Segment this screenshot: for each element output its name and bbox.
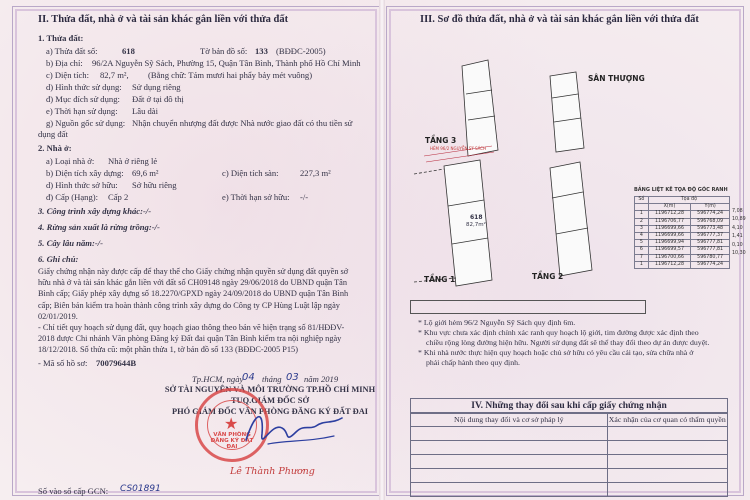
floor-area: 227,3 m² <box>300 168 331 178</box>
table-row <box>635 247 730 254</box>
diagram-note: phải chấp hành theo quy định. <box>426 358 520 367</box>
house-type: Nhà ở riêng lẻ <box>108 156 158 166</box>
table-row <box>635 197 730 204</box>
table-cell: 596777,81 <box>691 247 730 254</box>
table-cell: 4 <box>635 232 649 239</box>
land-heading: 1. Thửa đất: <box>38 33 84 43</box>
table-cell <box>607 441 727 455</box>
plot-no: 618 <box>122 46 135 56</box>
area: 82,7 m², <box>100 70 129 80</box>
house-type-label: a) Loại nhà ở: <box>46 156 95 166</box>
changes-table <box>410 412 728 497</box>
svg-text:HẺM 96/2 NGUYỄN SỸ SÁCH: HẺM 96/2 NGUYỄN SỸ SÁCH <box>430 146 487 151</box>
table-row <box>411 441 728 455</box>
purpose-label: đ) Mục đích sử dụng: <box>46 94 120 104</box>
edge-length: 0,10 <box>732 242 743 248</box>
table-cell: 596777,37 <box>691 232 730 239</box>
table-row <box>635 204 730 211</box>
own-term: -/- <box>300 192 309 202</box>
page-fold <box>379 0 385 500</box>
table-header-cell <box>635 204 649 211</box>
own-term-label: e) Thời hạn sở hữu: <box>222 192 290 202</box>
built-area: 69,6 m² <box>132 168 159 178</box>
plot-no-label: a) Thửa đất số: <box>46 46 98 56</box>
notes-line: Bình cấp; Giấy phép xây dựng số 18.2270/GPXD ngày 24/09/2018 do UBND quận Tân Bình <box>38 289 349 299</box>
table-cell: 1196706,77 <box>648 218 691 225</box>
perennial: 5. Cây lâu năm:-/- <box>38 238 103 248</box>
other-construction: 3. Công trình xây dựng khác:-/- <box>38 206 152 216</box>
forest: 4. Rừng sản xuất là rừng trồng:-/- <box>38 222 160 232</box>
notes-line: cấp; Biên bản kiểm tra hoàn thành công trình xây dựng do Công ty CP Hùng Luật lập ngày <box>38 300 340 310</box>
floor-area-label: c) Diện tích sàn: <box>222 168 279 178</box>
term-label: e) Thời hạn sử dụng: <box>46 106 118 116</box>
table-row <box>635 232 730 239</box>
section-iii-title: III. Sơ đồ thửa đất, nhà ở và tài sản khác gắn liền với thửa đất <box>420 14 699 25</box>
plot-code: 618 <box>470 214 483 221</box>
floor-label-roof: SÂN THƯỢNG <box>588 74 645 83</box>
table-row <box>411 413 728 427</box>
org-line1: SỞ TÀI NGUYÊN VÀ MÔI TRƯỜNG TP.HỒ CHÍ MINH <box>164 385 376 394</box>
table-header-cell: Xác nhận của cơ quan có thẩm quyền <box>607 413 727 427</box>
map-sheet: 133 <box>255 46 268 56</box>
table-cell <box>411 427 608 441</box>
org-line3: PHÓ GIÁM ĐỐC VĂN PHÒNG ĐĂNG KÝ ĐẤT ĐAI <box>171 407 369 416</box>
table-cell: 7 <box>635 254 649 261</box>
table-row <box>411 427 728 441</box>
table-cell: 3 <box>635 225 649 232</box>
edge-length: 7,08 <box>732 209 743 214</box>
floor-label-2: TẦNG 2 <box>532 272 564 281</box>
seal-text: VĂN PHÒNG ĐĂNG KÝ ĐẤT ĐAI <box>210 432 254 450</box>
term: Lâu dài <box>132 106 159 116</box>
table-cell: 596774,24 <box>691 261 730 268</box>
table-row <box>635 240 730 247</box>
table-cell <box>607 469 727 483</box>
table-cell <box>607 455 727 469</box>
notes-line: Giấy chứng nhận này được cấp để thay thế cho Giấy chứng nhận quyền sử dụng đất quyền sở <box>38 267 349 276</box>
map-sheet-note: (BĐĐC-2005) <box>276 46 326 56</box>
table-cell: 1 <box>635 261 649 268</box>
table-cell <box>411 455 608 469</box>
table-row <box>635 225 730 232</box>
notes-line: 02/01/2019. <box>38 311 78 321</box>
table-cell: 1196712,28 <box>648 211 691 218</box>
table-cell: 6 <box>635 247 649 254</box>
grade: Cấp 2 <box>108 192 129 202</box>
diagram-notes <box>418 318 718 368</box>
coord-table-title: BẢNG LIỆT KÊ TỌA ĐỘ GÓC RANH <box>634 187 728 193</box>
edge-lengths <box>732 208 746 258</box>
table-header-cell: Số <box>635 197 649 204</box>
date-year: năm 2019 <box>304 374 339 384</box>
map-sheet-label: Tờ bản đồ số: <box>200 46 248 56</box>
table-cell: 596773,48 <box>691 225 730 232</box>
area-words: (Bằng chữ: Tám mươi hai phẩy bảy mét vuông) <box>148 70 313 80</box>
table-row <box>635 218 730 225</box>
table-cell: 1196699,66 <box>648 225 691 232</box>
table-cell: 2 <box>635 218 649 225</box>
section-iv-title: IV. Những thay đổi sau khi cấp giấy chứng nhận <box>410 398 728 414</box>
table-cell: 1196712,28 <box>648 261 691 268</box>
area-label: c) Diện tích: <box>46 70 89 80</box>
table-cell: 596777,81 <box>691 240 730 247</box>
table-cell: 1196699,57 <box>648 247 691 254</box>
table-cell: 596774,24 <box>691 211 730 218</box>
address-label: b) Địa chỉ: <box>46 58 83 68</box>
org-line2: TUQ.GIÁM ĐỐC SỞ <box>231 396 309 405</box>
table-cell <box>411 483 608 497</box>
table-cell <box>607 427 727 441</box>
use-form: Sử dụng riêng <box>132 82 181 92</box>
diagram-note: * Lộ giới hẻm 96/2 Nguyễn Sỹ Sách quy định 6m. <box>418 318 576 327</box>
edge-length: 4,10 <box>732 225 743 231</box>
date-prefix: Tp.HCM, ngày <box>192 374 244 384</box>
grade-label: đ) Cấp (Hạng): <box>46 192 99 202</box>
ownership-label: d) Hình thức sở hữu: <box>46 180 118 190</box>
use-form-label: d) Hình thức sử dụng: <box>46 82 122 92</box>
edge-length: 10,30 <box>732 251 746 257</box>
notes-line: hữu nhà ở và tài sản khác gắn liền với đất số CH09148 ngày 29/06/2018 do UBND quận Tân <box>38 278 347 288</box>
book-label: Số vào sổ cấp GCN: <box>38 486 109 496</box>
table-cell: 596768,09 <box>691 218 730 225</box>
table-row <box>411 483 728 497</box>
table-header-cell: X(m) <box>648 204 691 211</box>
origin-label: g) Nguồn gốc sử dụng: <box>46 118 126 128</box>
notes-heading: 6. Ghi chú: <box>38 254 79 264</box>
table-row <box>635 254 730 261</box>
address: 96/2A Nguyễn Sỹ Sách, Phường 15, Quận Tân Bình, Thành phố Hồ Chí Minh <box>92 58 361 68</box>
table-header-cell: Nội dung thay đổi và cơ sở pháp lý <box>411 413 608 427</box>
table-row <box>635 211 730 218</box>
notes-line: 2018 được Chi nhánh Văn phòng Đăng ký Đất đai quận Tân Bình kiểm tra nội nghiệp ngày <box>38 334 342 344</box>
built-area-label: b) Diện tích xây dựng: <box>46 168 124 178</box>
signature-icon <box>238 400 348 460</box>
notes-line: - Chỉ tiết quy hoạch sử dụng đất, quy hoạch giao thông theo bản vẽ hiện trạng số 81/HĐĐV- <box>38 323 345 333</box>
legend-box <box>410 300 646 314</box>
floor-label-3: TẦNG 3 <box>425 136 457 145</box>
edge-length: 1,41 <box>732 234 743 240</box>
date-day: 04 <box>242 372 255 383</box>
edge-length: 10,89 <box>732 217 746 223</box>
diagram-note: chiều rộng lòng đường hiện hữu. Người sử dụng đất sẽ thể thay đổi theo dự án được duyệt. <box>426 338 710 347</box>
code: 70079644B <box>96 358 137 368</box>
signer-name: Lê Thành Phương <box>230 466 315 477</box>
code-label: - Mã số hồ sơ: <box>38 358 88 368</box>
date-month-label: tháng <box>262 374 282 384</box>
table-cell: 1 <box>635 211 649 218</box>
floor-label-1: TẦNG 1 <box>424 275 456 284</box>
book-no: CS01891 <box>120 484 161 494</box>
table-cell: 1196700,66 <box>648 254 691 261</box>
diagram-note: * Khi nhà nước thực hiện quy hoạch hoặc chủ sở hữu có yêu cầu cải tạo, sửa chữa nhà ở <box>418 348 694 357</box>
table-row <box>635 261 730 268</box>
ownership: Sở hữu riêng <box>132 180 177 190</box>
origin-cont: dụng đất <box>38 129 68 139</box>
notes-paragraph <box>38 266 368 356</box>
table-cell: 5 <box>635 240 649 247</box>
table-cell: 596780,77 <box>691 254 730 261</box>
section-ii-title: II. Thửa đất, nhà ở và tài sản khác gắn liền với thửa đất <box>38 14 289 25</box>
table-row <box>411 455 728 469</box>
table-row <box>411 469 728 483</box>
date-month: 03 <box>286 372 299 383</box>
table-header-cell: Tọa độ <box>648 197 729 204</box>
diagram-note: * Khu vực chưa xác định chính xác ranh quy hoạch lộ giới, tim đường được xác định theo <box>418 328 699 337</box>
coord-table <box>634 196 730 269</box>
purpose: Đất ở tại đô thị <box>132 94 184 104</box>
notes-line: 18/12/2018. Số thửa cũ: một phần thửa 1, tờ bản đồ số 133 (BĐĐC-2005 P15) <box>38 345 298 355</box>
table-header-cell: Y(m) <box>691 204 730 211</box>
table-cell <box>411 469 608 483</box>
table-cell: 1196699,94 <box>648 240 691 247</box>
table-cell <box>411 441 608 455</box>
table-cell <box>607 483 727 497</box>
seal-star-icon: ★ <box>224 416 239 433</box>
origin: Nhận chuyển nhượng đất được Nhà nước giao đất có thu tiền sử <box>132 118 353 128</box>
plot-area: 82,7m² <box>466 222 486 228</box>
house-heading: 2. Nhà ở: <box>38 143 72 153</box>
table-cell: 1196699,66 <box>648 232 691 239</box>
